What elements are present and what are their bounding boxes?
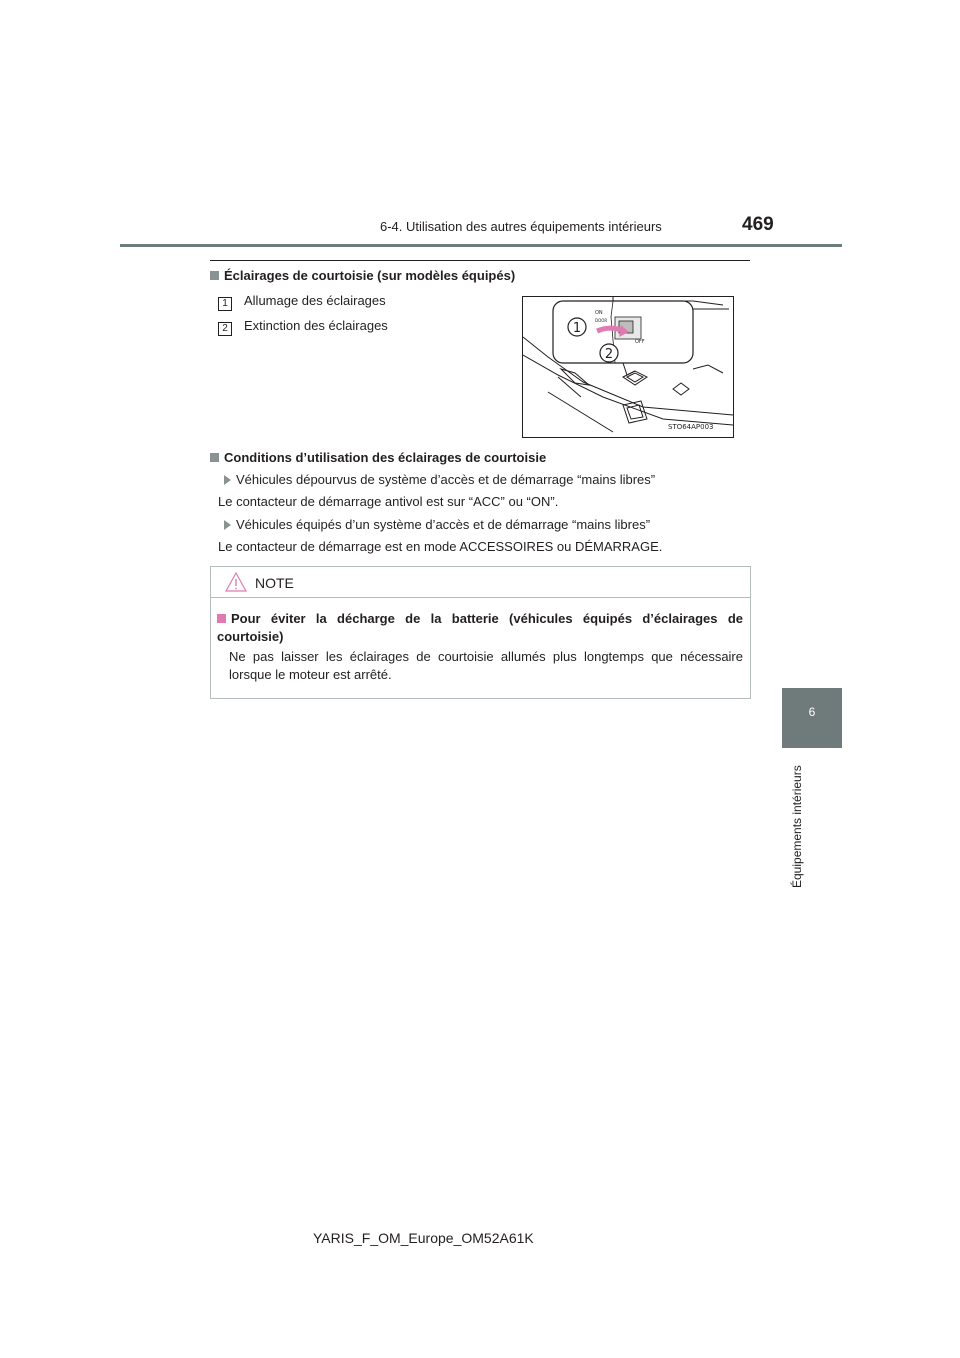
paragraph: Le contacteur de démarrage antivol est sur “ACC” ou “ON”. bbox=[218, 494, 559, 509]
list-item-label: Extinction des éclairages bbox=[244, 318, 388, 333]
courtesy-light-illustration bbox=[522, 296, 734, 438]
note-heading bbox=[217, 610, 743, 646]
sub-condition-text: Véhicules dépourvus de système d’accès et de démarrage “mains libres” bbox=[236, 472, 656, 487]
chapter-title-vertical bbox=[790, 760, 806, 888]
note-title: NOTE bbox=[255, 575, 294, 591]
document-id: YARIS_F_OM_Europe_OM52A61K bbox=[313, 1230, 534, 1246]
note-header bbox=[211, 567, 750, 598]
triangle-bullet-icon bbox=[224, 475, 231, 485]
figure-code: STO64AP003 bbox=[668, 423, 714, 431]
section-bullet-icon bbox=[210, 271, 219, 280]
list-item bbox=[218, 293, 386, 311]
list-item bbox=[218, 318, 388, 336]
list-item-label: Allumage des éclairages bbox=[244, 293, 386, 308]
sub-condition-text: Véhicules équipés d’un système d’accès et de démarrage “mains libres” bbox=[236, 517, 651, 532]
note-box bbox=[210, 566, 751, 699]
section-heading-text: Conditions d’utilisation des éclairages de courtoisie bbox=[224, 450, 547, 465]
callout-number-icon: 2 bbox=[218, 322, 232, 336]
paragraph: Le contacteur de démarrage est en mode ACCESSOIRES ou DÉMARRAGE. bbox=[218, 539, 663, 554]
section-heading-courtesy-lights bbox=[210, 268, 515, 283]
header-divider bbox=[120, 244, 842, 247]
ceiling-console-drawing bbox=[523, 297, 733, 437]
triangle-bullet-icon bbox=[224, 520, 231, 530]
note-heading-text: Pour éviter la décharge de la batterie (véhicules équipés d’éclairages de courtoisie) bbox=[217, 611, 743, 644]
sub-condition-1 bbox=[224, 472, 655, 487]
section-bullet-icon bbox=[210, 453, 219, 462]
note-bullet-icon bbox=[217, 614, 226, 623]
sub-condition-2 bbox=[224, 517, 650, 532]
section-title: 6-4. Utilisation des autres équipements intérieurs bbox=[380, 219, 662, 234]
page-number: 469 bbox=[742, 214, 774, 235]
section-rule bbox=[210, 260, 750, 261]
switch-label-off: OFF bbox=[635, 339, 645, 345]
section-heading-text: Éclairages de courtoisie (sur modèles équipés) bbox=[224, 268, 516, 283]
section-heading-conditions bbox=[210, 450, 546, 465]
chapter-tab: 6 bbox=[782, 688, 842, 748]
switch-label-on: ON bbox=[595, 310, 603, 316]
callout-number-icon: 1 bbox=[218, 297, 232, 311]
warning-triangle-icon bbox=[225, 572, 247, 592]
chapter-title: Équipements intérieurs bbox=[790, 765, 804, 888]
callout-1-label: 1 bbox=[572, 321, 582, 336]
note-body: Ne pas laisser les éclairages de courtoisie allumés plus longtemps que nécessaire lorsque le moteur est arrêté. bbox=[229, 649, 743, 682]
callout-2-label: 2 bbox=[604, 347, 614, 362]
switch-label-door: DOOR bbox=[595, 318, 608, 323]
